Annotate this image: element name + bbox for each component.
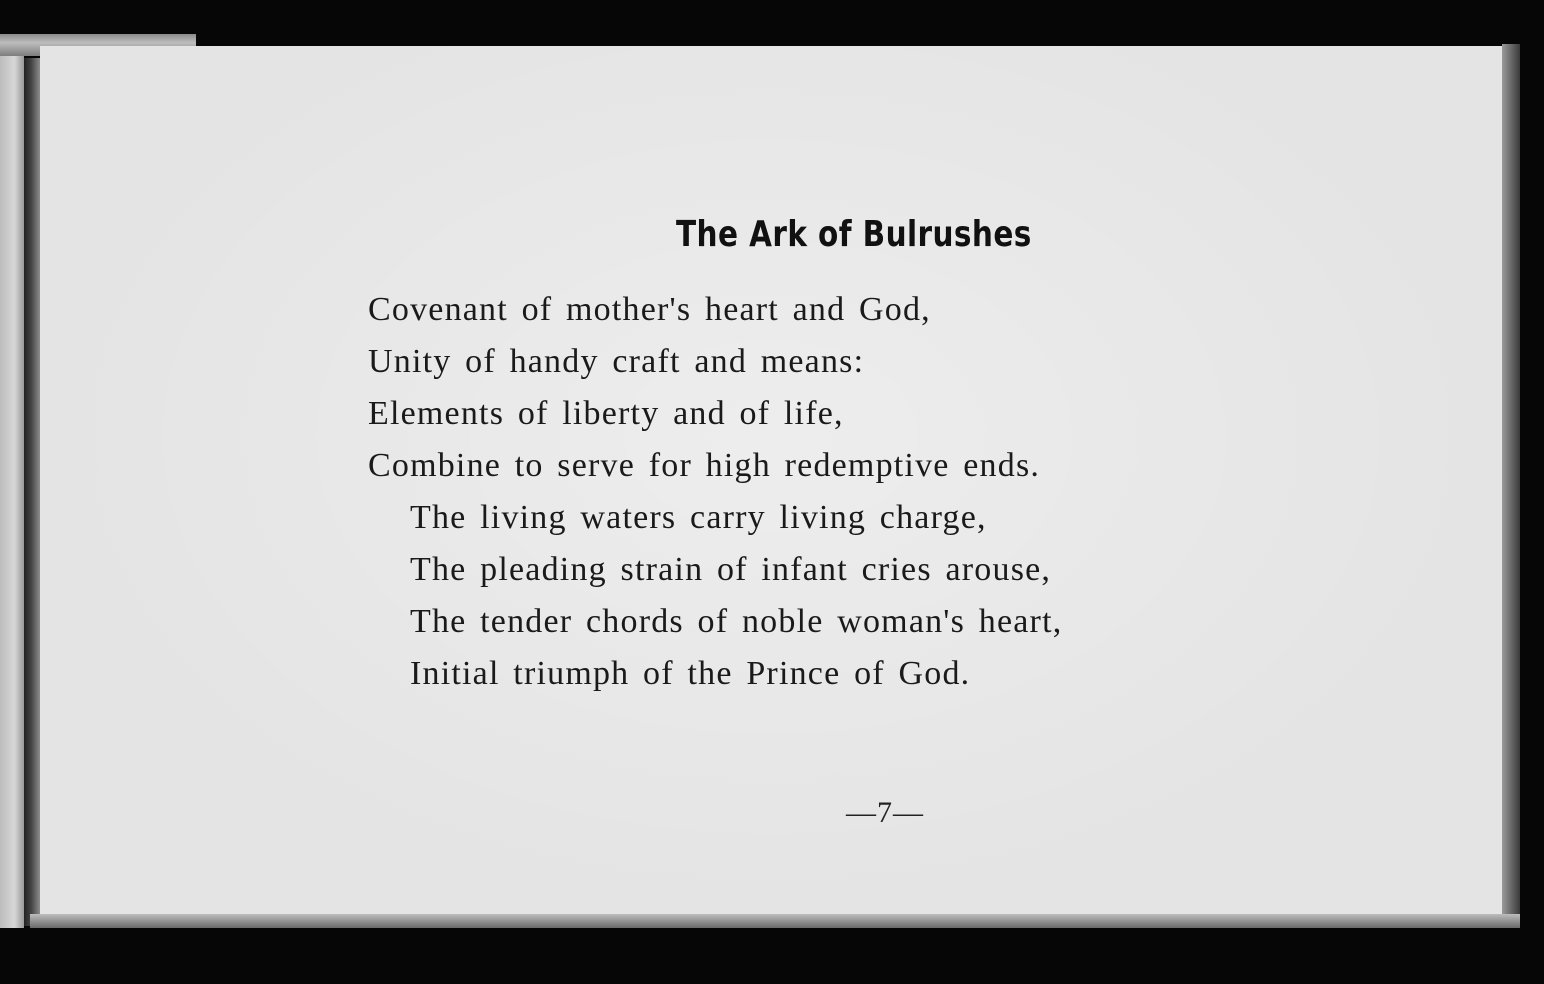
- poem-stanza: [368, 284, 1062, 700]
- poem-line: Covenant of mother's heart and God,: [368, 291, 931, 328]
- page-number: —7—: [846, 796, 924, 829]
- poem-line: Elements of liberty and of life,: [368, 395, 844, 432]
- poem-line-indented: The pleading strain of infant cries arouse,: [410, 551, 1052, 588]
- poem-title: The Ark of Bulrushes: [676, 214, 1032, 255]
- poem-line-indented: The living waters carry living charge,: [410, 499, 987, 536]
- poem-line: Unity of handy craft and means:: [368, 343, 865, 380]
- bottom-page-edge: [30, 914, 1520, 928]
- left-page-edge: [0, 56, 24, 928]
- book-page: [40, 46, 1502, 914]
- poem-line-indented: The tender chords of noble woman's heart,: [410, 603, 1063, 640]
- poem-line: Combine to serve for high redemptive ends.: [368, 447, 1041, 484]
- poem-line-indented: Initial triumph of the Prince of God.: [410, 655, 971, 692]
- right-page-edge: [1502, 44, 1520, 928]
